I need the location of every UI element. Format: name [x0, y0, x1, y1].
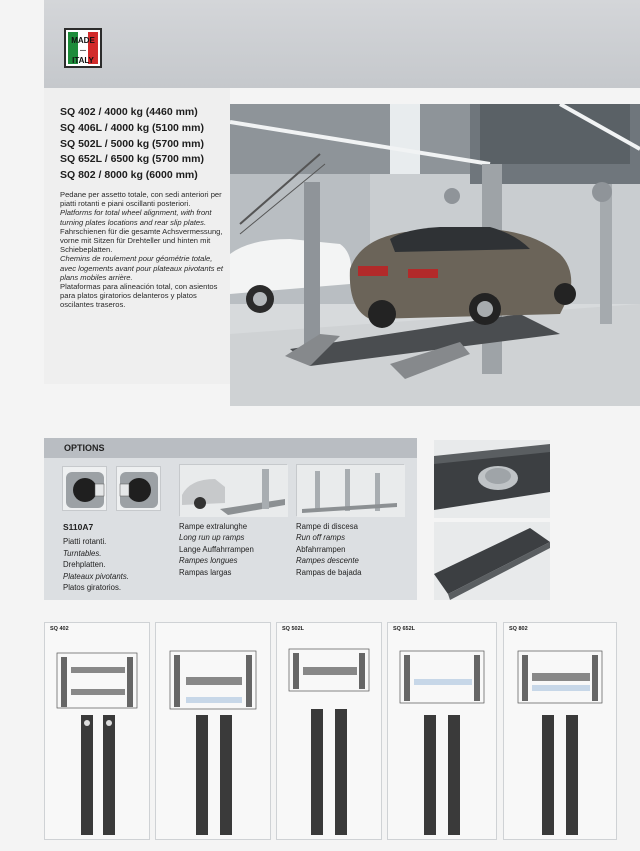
- drawing-label-sq502l: SQ 502L: [282, 626, 305, 632]
- drawing-sq652l: [387, 622, 497, 840]
- product-photo: [230, 104, 640, 406]
- descent-ramps-de: Abfahrrampen: [296, 544, 346, 554]
- turntables-es: Platos giratorios.: [63, 583, 122, 593]
- desc-fr: Chemins de roulement pour géométrie totale, avec logements avant pour plateaux pivotants et plans mobiles arrière.: [60, 254, 223, 282]
- desc-en: Platforms for total wheel alignment, with front turning plates locations and rear slip plates.: [60, 208, 212, 227]
- drawing-sq502l: [276, 622, 382, 840]
- drawing-sq802: [503, 622, 617, 840]
- model-list: [60, 105, 230, 184]
- desc-de: Fahrschienen für die gesamte Achsvermessung, vorne mit Sitzen für Drehteller und hinten mit Schiebeplatten.: [60, 226, 223, 255]
- drawing-sq402-svg: [45, 623, 151, 841]
- long-ramps-text: [179, 521, 289, 578]
- model-sq802: SQ 802 / 8000 kg (6000 mm): [60, 169, 198, 182]
- drawing-sq652l-svg: [388, 623, 498, 841]
- long-ramps-it: Rampe extralunghe: [179, 522, 248, 531]
- model-sq406l: SQ 406L / 4000 kg (5100 mm): [60, 121, 204, 134]
- long-ramps-fr: Rampes longues: [179, 556, 238, 566]
- description: [60, 190, 228, 310]
- drawing-sq406l: [155, 622, 271, 840]
- drawing-label-sq402: SQ 402: [50, 626, 69, 632]
- drawing-sq406l-svg: [156, 623, 272, 841]
- descent-ramps-it: Rampe di discesa: [296, 522, 358, 531]
- descent-ramps-es: Rampas de bajada: [296, 567, 362, 577]
- descent-ramps-en: Run off ramps: [296, 533, 345, 543]
- desc-es: Plataformas para alineación total, con asientos para platos giratorios delanteros y platos oscilantes traseros.: [60, 282, 218, 310]
- turntable-platform-photo: [434, 440, 550, 518]
- desc-it: Pedane per assetto totale, con sedi anteriori per piatti rotanti e piani oscillanti posteriori.: [60, 190, 222, 209]
- drawing-sq402: [44, 622, 150, 840]
- turntables-it: Piatti rotanti.: [63, 537, 107, 547]
- turntables-text: [63, 522, 173, 593]
- descent-ramps-text: [296, 521, 406, 578]
- long-ramps-de: Lange Auffahrrampen: [179, 544, 254, 554]
- header-band: [44, 0, 640, 88]
- drawing-sq502l-svg: [277, 623, 383, 841]
- made-in-italy-logo: MADE — ITALY: [64, 28, 102, 68]
- logo-line1: MADE: [71, 36, 95, 45]
- drawing-sq802-svg: [504, 623, 618, 841]
- descent-ramps-image: [296, 464, 404, 516]
- long-ramps-image: [179, 464, 287, 516]
- turntables-code: S110A7: [63, 522, 94, 532]
- turntable-image-1: [62, 466, 107, 511]
- model-sq652l: SQ 652L / 6500 kg (5700 mm): [60, 153, 204, 166]
- turntables-en: Turntables.: [63, 548, 102, 558]
- drawing-label-sq802: SQ 802: [509, 626, 528, 632]
- descent-ramps-fr: Rampes descente: [296, 556, 359, 566]
- turntable-image-2: [116, 466, 161, 511]
- turntables-fr: Plateaux pivotants.: [63, 571, 129, 581]
- long-ramps-en: Long run up ramps: [179, 533, 245, 543]
- turntables-de: Drehplatten.: [63, 560, 106, 570]
- logo-line2: ITALY: [72, 56, 94, 65]
- drawing-label-sq652l: SQ 652L: [393, 626, 416, 632]
- model-sq402: SQ 402 / 4000 kg (4460 mm): [60, 106, 198, 118]
- options-title: OPTIONS: [44, 438, 417, 458]
- slip-plate-platform-photo: [434, 522, 550, 600]
- long-ramps-es: Rampas largas: [179, 567, 232, 577]
- model-sq502l: SQ 502L / 5000 kg (5700 mm): [60, 137, 204, 150]
